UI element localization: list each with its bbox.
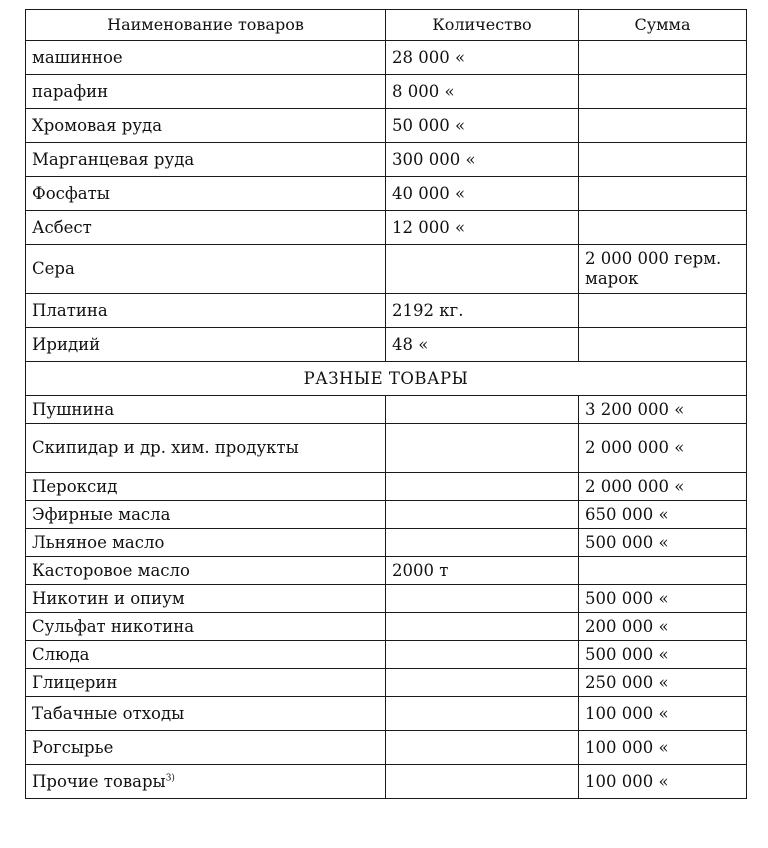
table-row <box>26 731 747 765</box>
table-row <box>26 557 747 585</box>
cell-sum <box>579 41 747 75</box>
cell-quantity <box>386 501 579 529</box>
cell-quantity: 2192 кг. <box>386 294 579 328</box>
cell-quantity <box>386 731 579 765</box>
goods-table <box>25 9 747 799</box>
cell-name: машинное <box>26 41 386 75</box>
cell-quantity: 300 000 « <box>386 143 579 177</box>
cell-sum: 2 000 000 герм. марок <box>579 245 747 294</box>
cell-sum <box>579 328 747 362</box>
cell-name: Асбест <box>26 211 386 245</box>
table-row <box>26 328 747 362</box>
cell-name: Пушнина <box>26 396 386 424</box>
cell-quantity: 40 000 « <box>386 177 579 211</box>
cell-sum <box>579 143 747 177</box>
cell-name: Фосфаты <box>26 177 386 211</box>
cell-sum <box>579 294 747 328</box>
cell-sum: 100 000 « <box>579 731 747 765</box>
cell-name: Пероксид <box>26 473 386 501</box>
cell-sum <box>579 211 747 245</box>
cell-name: Сульфат никотина <box>26 613 386 641</box>
cell-name: Марганцевая руда <box>26 143 386 177</box>
cell-quantity <box>386 529 579 557</box>
cell-quantity: 50 000 « <box>386 109 579 143</box>
cell-sum: 2 000 000 « <box>579 424 747 473</box>
cell-name: Слюда <box>26 641 386 669</box>
footnote-marker: 3) <box>165 773 175 783</box>
table-header-row <box>26 10 747 41</box>
cell-sum: 200 000 « <box>579 613 747 641</box>
table-row <box>26 245 747 294</box>
table-row <box>26 529 747 557</box>
cell-sum <box>579 75 747 109</box>
cell-sum: 500 000 « <box>579 641 747 669</box>
table-row <box>26 641 747 669</box>
cell-name: Льняное масло <box>26 529 386 557</box>
header-quantity: Количество <box>386 10 579 41</box>
table-row <box>26 424 747 473</box>
cell-quantity <box>386 765 579 799</box>
section-title: РАЗНЫЕ ТОВАРЫ <box>26 362 747 396</box>
cell-quantity: 12 000 « <box>386 211 579 245</box>
cell-quantity <box>386 473 579 501</box>
cell-name: Никотин и опиум <box>26 585 386 613</box>
table-row <box>26 697 747 731</box>
cell-quantity <box>386 697 579 731</box>
table-row <box>26 143 747 177</box>
cell-quantity: 28 000 « <box>386 41 579 75</box>
table-row <box>26 211 747 245</box>
table-row <box>26 396 747 424</box>
cell-sum: 500 000 « <box>579 529 747 557</box>
cell-quantity: 8 000 « <box>386 75 579 109</box>
cell-quantity <box>386 396 579 424</box>
cell-sum <box>579 177 747 211</box>
table-row <box>26 765 747 799</box>
cell-quantity: 2000 т <box>386 557 579 585</box>
cell-quantity <box>386 424 579 473</box>
cell-sum <box>579 109 747 143</box>
cell-name: Скипидар и др. хим. продукты <box>26 424 386 473</box>
table-row <box>26 669 747 697</box>
table-row <box>26 109 747 143</box>
table-row <box>26 177 747 211</box>
cell-name: Сера <box>26 245 386 294</box>
cell-name: Эфирные масла <box>26 501 386 529</box>
table-row <box>26 41 747 75</box>
cell-name: Хромовая руда <box>26 109 386 143</box>
cell-name: Платина <box>26 294 386 328</box>
cell-quantity <box>386 669 579 697</box>
cell-name: Рогсырье <box>26 731 386 765</box>
cell-sum: 2 000 000 « <box>579 473 747 501</box>
section-row <box>26 362 747 396</box>
cell-name: Табачные отходы <box>26 697 386 731</box>
cell-sum: 650 000 « <box>579 501 747 529</box>
cell-sum: 100 000 « <box>579 697 747 731</box>
table-row <box>26 585 747 613</box>
cell-quantity: 48 « <box>386 328 579 362</box>
cell-name <box>26 765 386 799</box>
cell-sum: 100 000 « <box>579 765 747 799</box>
table-row <box>26 501 747 529</box>
table-row <box>26 294 747 328</box>
cell-quantity <box>386 245 579 294</box>
cell-sum: 500 000 « <box>579 585 747 613</box>
cell-quantity <box>386 585 579 613</box>
table-row <box>26 75 747 109</box>
header-sum: Сумма <box>579 10 747 41</box>
cell-quantity <box>386 613 579 641</box>
cell-name: Иридий <box>26 328 386 362</box>
cell-quantity <box>386 641 579 669</box>
cell-sum <box>579 557 747 585</box>
cell-name: парафин <box>26 75 386 109</box>
cell-sum: 250 000 « <box>579 669 747 697</box>
cell-name: Касторовое масло <box>26 557 386 585</box>
cell-name: Глицерин <box>26 669 386 697</box>
table-row <box>26 613 747 641</box>
cell-sum: 3 200 000 « <box>579 396 747 424</box>
table-row <box>26 473 747 501</box>
header-name: Наименование товаров <box>26 10 386 41</box>
cell-name-text: Прочие товары <box>32 771 166 791</box>
